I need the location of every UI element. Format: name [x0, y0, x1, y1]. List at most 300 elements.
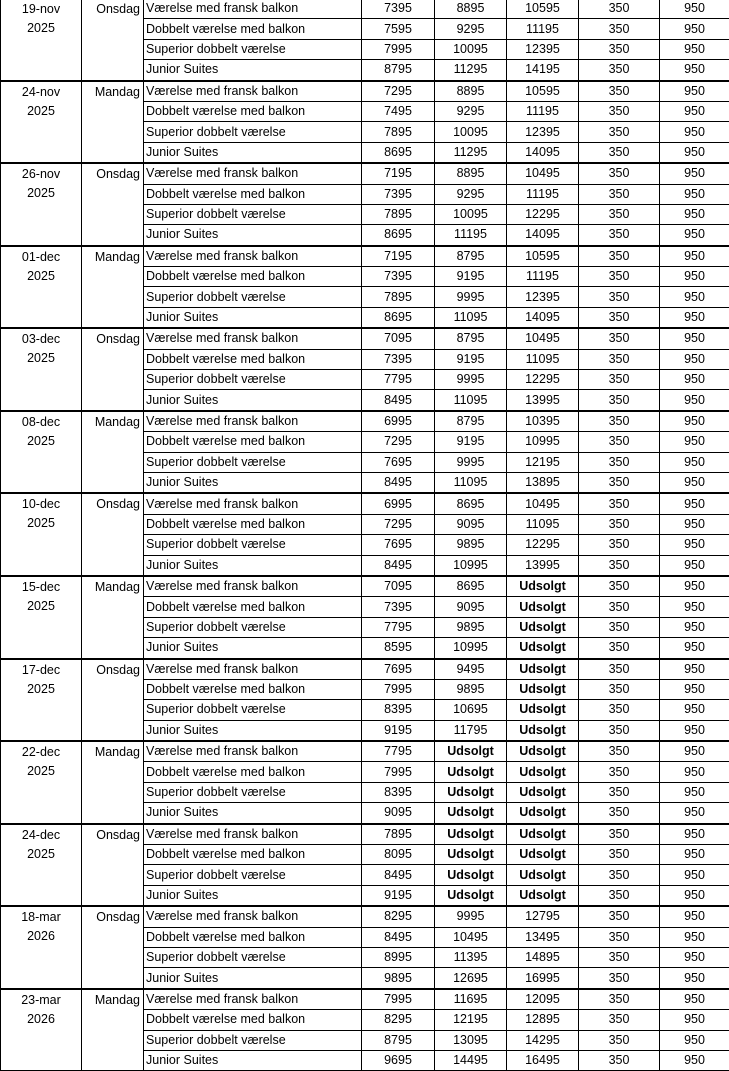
price-cell-3: Udsolgt [507, 720, 579, 741]
price-cell-3: 12395 [507, 39, 579, 59]
room-type-cell: Dobbelt værelse med balkon [144, 267, 362, 287]
price-cell-3: Udsolgt [507, 700, 579, 720]
room-type-cell: Superior dobbelt værelse [144, 865, 362, 885]
room-type-cell: Dobbelt værelse med balkon [144, 19, 362, 39]
room-type-cell: Værelse med fransk balkon [144, 659, 362, 680]
price-cell-1: 7195 [362, 163, 435, 184]
price-cell-3: Udsolgt [507, 865, 579, 885]
weekday-cell: Mandag [82, 576, 144, 659]
year-label: 2025 [1, 597, 81, 616]
supplement-cell-1: 350 [579, 307, 660, 328]
date-label: 18-mar [1, 908, 81, 927]
room-type-cell: Superior dobbelt værelse [144, 204, 362, 224]
supplement-cell-1: 350 [579, 638, 660, 659]
room-type-cell: Junior Suites [144, 968, 362, 989]
weekday-cell: Mandag [82, 989, 144, 1071]
price-cell-1: 7695 [362, 659, 435, 680]
supplement-cell-1: 350 [579, 349, 660, 369]
room-type-cell: Superior dobbelt værelse [144, 1030, 362, 1050]
price-cell-2: 8795 [435, 328, 507, 349]
price-cell-1: 8495 [362, 927, 435, 947]
table-row [1, 659, 729, 680]
room-type-cell: Værelse med fransk balkon [144, 989, 362, 1010]
price-cell-1: 7395 [362, 267, 435, 287]
supplement-cell-1: 350 [579, 411, 660, 432]
supplement-cell-2: 950 [660, 432, 729, 452]
price-cell-1: 7895 [362, 122, 435, 142]
room-type-cell: Superior dobbelt værelse [144, 370, 362, 390]
price-cell-3: 10595 [507, 0, 579, 19]
price-cell-1: 6995 [362, 493, 435, 514]
price-cell-2: 8895 [435, 81, 507, 102]
price-cell-1: 7395 [362, 349, 435, 369]
price-cell-3: 12795 [507, 906, 579, 927]
room-type-cell: Dobbelt værelse med balkon [144, 101, 362, 121]
price-cell-1: 7295 [362, 81, 435, 102]
price-cell-3: Udsolgt [507, 741, 579, 762]
room-type-cell: Superior dobbelt værelse [144, 287, 362, 307]
price-cell-1: 9095 [362, 803, 435, 824]
supplement-cell-1: 350 [579, 906, 660, 927]
price-cell-3: 10595 [507, 81, 579, 102]
date-cell [1, 659, 82, 742]
room-type-cell: Værelse med fransk balkon [144, 163, 362, 184]
supplement-cell-1: 350 [579, 81, 660, 102]
price-cell-2: 10095 [435, 204, 507, 224]
price-cell-1: 7395 [362, 597, 435, 617]
price-cell-2: Udsolgt [435, 803, 507, 824]
supplement-cell-1: 350 [579, 246, 660, 267]
price-cell-1: 8495 [362, 390, 435, 411]
year-label: 2025 [1, 514, 81, 533]
room-type-cell: Værelse med fransk balkon [144, 576, 362, 597]
date-cell [1, 163, 82, 246]
weekday-cell: Onsdag [82, 824, 144, 907]
supplement-cell-2: 950 [660, 679, 729, 699]
supplement-cell-2: 950 [660, 39, 729, 59]
supplement-cell-2: 950 [660, 493, 729, 514]
price-cell-1: 7795 [362, 370, 435, 390]
room-type-cell: Superior dobbelt værelse [144, 535, 362, 555]
price-cell-3: 14895 [507, 947, 579, 967]
price-cell-2: 10995 [435, 638, 507, 659]
price-cell-2: 9995 [435, 370, 507, 390]
supplement-cell-2: 950 [660, 267, 729, 287]
date-label: 17-dec [1, 661, 81, 680]
supplement-cell-1: 350 [579, 865, 660, 885]
supplement-cell-2: 950 [660, 452, 729, 472]
year-label: 2025 [1, 267, 81, 286]
date-cell [1, 493, 82, 576]
room-type-cell: Junior Suites [144, 1050, 362, 1070]
date-label: 10-dec [1, 495, 81, 514]
supplement-cell-1: 350 [579, 1050, 660, 1070]
price-cell-3: 13495 [507, 927, 579, 947]
price-cell-3: Udsolgt [507, 597, 579, 617]
table-row [1, 824, 729, 845]
supplement-cell-2: 950 [660, 720, 729, 741]
price-cell-2: Udsolgt [435, 824, 507, 845]
price-cell-2: 11095 [435, 307, 507, 328]
price-cell-2: 11395 [435, 947, 507, 967]
table-row [1, 246, 729, 267]
date-cell [1, 576, 82, 659]
year-label: 2025 [1, 680, 81, 699]
supplement-cell-1: 350 [579, 184, 660, 204]
supplement-cell-1: 350 [579, 741, 660, 762]
price-cell-1: 7895 [362, 824, 435, 845]
room-type-cell: Superior dobbelt værelse [144, 947, 362, 967]
price-cell-1: 7195 [362, 246, 435, 267]
price-cell-1: 7895 [362, 204, 435, 224]
supplement-cell-1: 350 [579, 267, 660, 287]
date-label: 08-dec [1, 413, 81, 432]
supplement-cell-2: 950 [660, 390, 729, 411]
price-cell-1: 9895 [362, 968, 435, 989]
supplement-cell-1: 350 [579, 720, 660, 741]
supplement-cell-2: 950 [660, 411, 729, 432]
supplement-cell-1: 350 [579, 989, 660, 1010]
price-cell-3: Udsolgt [507, 762, 579, 782]
room-type-cell: Junior Suites [144, 60, 362, 81]
weekday-cell: Mandag [82, 246, 144, 329]
year-label: 2025 [1, 102, 81, 121]
year-label: 2025 [1, 845, 81, 864]
supplement-cell-1: 350 [579, 19, 660, 39]
room-type-cell: Værelse med fransk balkon [144, 0, 362, 19]
table-row [1, 411, 729, 432]
price-cell-2: 11195 [435, 225, 507, 246]
price-cell-2: 9895 [435, 535, 507, 555]
supplement-cell-2: 950 [660, 163, 729, 184]
price-cell-2: 9195 [435, 432, 507, 452]
table-row [1, 0, 729, 19]
supplement-cell-2: 950 [660, 101, 729, 121]
price-cell-2: 10095 [435, 122, 507, 142]
supplement-cell-2: 950 [660, 514, 729, 534]
supplement-cell-1: 350 [579, 659, 660, 680]
price-cell-2: 12695 [435, 968, 507, 989]
year-label: 2025 [1, 349, 81, 368]
price-cell-3: 14095 [507, 142, 579, 163]
supplement-cell-2: 950 [660, 638, 729, 659]
table-row [1, 741, 729, 762]
supplement-cell-2: 950 [660, 700, 729, 720]
price-cell-2: 11095 [435, 472, 507, 493]
price-cell-2: 8895 [435, 163, 507, 184]
price-cell-2: 11095 [435, 390, 507, 411]
supplement-cell-1: 350 [579, 328, 660, 349]
supplement-cell-2: 950 [660, 60, 729, 81]
supplement-cell-2: 950 [660, 184, 729, 204]
table-row [1, 493, 729, 514]
room-type-cell: Værelse med fransk balkon [144, 824, 362, 845]
supplement-cell-1: 350 [579, 1030, 660, 1050]
year-label: 2025 [1, 432, 81, 451]
price-cell-2: 11695 [435, 989, 507, 1010]
supplement-cell-1: 350 [579, 0, 660, 19]
supplement-cell-1: 350 [579, 452, 660, 472]
price-cell-2: 12195 [435, 1010, 507, 1030]
price-cell-1: 8595 [362, 638, 435, 659]
room-type-cell: Superior dobbelt værelse [144, 700, 362, 720]
price-cell-2: 9895 [435, 617, 507, 637]
supplement-cell-2: 950 [660, 19, 729, 39]
price-cell-1: 8695 [362, 142, 435, 163]
price-cell-3: 10495 [507, 493, 579, 514]
supplement-cell-2: 950 [660, 782, 729, 802]
supplement-cell-2: 950 [660, 246, 729, 267]
room-type-cell: Værelse med fransk balkon [144, 246, 362, 267]
supplement-cell-2: 950 [660, 472, 729, 493]
supplement-cell-2: 950 [660, 81, 729, 102]
weekday-cell: Mandag [82, 81, 144, 164]
weekday-cell: Onsdag [82, 493, 144, 576]
room-type-cell: Junior Suites [144, 555, 362, 576]
price-cell-3: 12295 [507, 204, 579, 224]
price-cell-2: 11295 [435, 142, 507, 163]
price-cell-2: 9295 [435, 101, 507, 121]
supplement-cell-2: 950 [660, 659, 729, 680]
price-cell-3: 14195 [507, 60, 579, 81]
price-cell-2: 9195 [435, 349, 507, 369]
supplement-cell-1: 350 [579, 968, 660, 989]
price-cell-3: 14295 [507, 1030, 579, 1050]
price-cell-2: 8795 [435, 246, 507, 267]
year-label: 2025 [1, 184, 81, 203]
price-cell-2: 9995 [435, 906, 507, 927]
supplement-cell-1: 350 [579, 617, 660, 637]
supplement-cell-1: 350 [579, 432, 660, 452]
date-label: 24-dec [1, 826, 81, 845]
room-type-cell: Dobbelt værelse med balkon [144, 762, 362, 782]
supplement-cell-2: 950 [660, 307, 729, 328]
room-type-cell: Superior dobbelt værelse [144, 122, 362, 142]
supplement-cell-1: 350 [579, 472, 660, 493]
supplement-cell-2: 950 [660, 989, 729, 1010]
price-cell-2: 9295 [435, 19, 507, 39]
date-cell [1, 81, 82, 164]
price-cell-1: 7495 [362, 101, 435, 121]
price-cell-2: 9195 [435, 267, 507, 287]
price-cell-2: 8895 [435, 0, 507, 19]
price-cell-2: 10995 [435, 555, 507, 576]
supplement-cell-1: 350 [579, 204, 660, 224]
room-type-cell: Dobbelt værelse med balkon [144, 845, 362, 865]
price-cell-3: 13995 [507, 555, 579, 576]
supplement-cell-1: 350 [579, 927, 660, 947]
room-type-cell: Værelse med fransk balkon [144, 411, 362, 432]
supplement-cell-1: 350 [579, 493, 660, 514]
room-type-cell: Junior Suites [144, 142, 362, 163]
price-cell-1: 7295 [362, 432, 435, 452]
date-cell [1, 0, 82, 81]
price-cell-3: Udsolgt [507, 782, 579, 802]
price-cell-1: 8295 [362, 906, 435, 927]
supplement-cell-1: 350 [579, 514, 660, 534]
price-cell-1: 8395 [362, 782, 435, 802]
supplement-cell-1: 350 [579, 555, 660, 576]
supplement-cell-2: 950 [660, 927, 729, 947]
room-type-cell: Junior Suites [144, 720, 362, 741]
weekday-cell: Onsdag [82, 163, 144, 246]
price-cell-3: 16995 [507, 968, 579, 989]
table-row [1, 81, 729, 102]
price-cell-1: 8795 [362, 60, 435, 81]
price-cell-1: 8495 [362, 472, 435, 493]
room-type-cell: Superior dobbelt værelse [144, 782, 362, 802]
price-cell-3: Udsolgt [507, 845, 579, 865]
supplement-cell-2: 950 [660, 824, 729, 845]
price-cell-2: Udsolgt [435, 762, 507, 782]
price-cell-1: 7095 [362, 576, 435, 597]
room-type-cell: Dobbelt værelse med balkon [144, 514, 362, 534]
price-cell-1: 7095 [362, 328, 435, 349]
supplement-cell-2: 950 [660, 845, 729, 865]
price-cell-1: 7895 [362, 287, 435, 307]
date-label: 22-dec [1, 743, 81, 762]
price-cell-3: Udsolgt [507, 617, 579, 637]
price-cell-2: Udsolgt [435, 885, 507, 906]
table-row [1, 328, 729, 349]
price-cell-3: Udsolgt [507, 679, 579, 699]
price-cell-2: 13095 [435, 1030, 507, 1050]
price-cell-1: 7795 [362, 741, 435, 762]
room-type-cell: Superior dobbelt værelse [144, 39, 362, 59]
table-row [1, 989, 729, 1010]
price-cell-2: 10495 [435, 927, 507, 947]
room-type-cell: Junior Suites [144, 225, 362, 246]
room-type-cell: Dobbelt værelse med balkon [144, 1010, 362, 1030]
weekday-cell: Mandag [82, 411, 144, 494]
supplement-cell-1: 350 [579, 679, 660, 699]
year-label: 2026 [1, 927, 81, 946]
supplement-cell-2: 950 [660, 287, 729, 307]
supplement-cell-2: 950 [660, 555, 729, 576]
date-label: 19-nov [1, 0, 81, 19]
date-label: 03-dec [1, 330, 81, 349]
date-label: 01-dec [1, 248, 81, 267]
price-cell-3: 11195 [507, 184, 579, 204]
price-cell-1: 7295 [362, 514, 435, 534]
date-label: 24-nov [1, 83, 81, 102]
price-cell-1: 8095 [362, 845, 435, 865]
supplement-cell-1: 350 [579, 700, 660, 720]
date-cell [1, 824, 82, 907]
year-label: 2026 [1, 1010, 81, 1029]
date-cell [1, 741, 82, 824]
price-cell-2: 11795 [435, 720, 507, 741]
price-cell-1: 7995 [362, 39, 435, 59]
price-cell-3: 11195 [507, 101, 579, 121]
supplement-cell-2: 950 [660, 1050, 729, 1070]
supplement-cell-2: 950 [660, 1010, 729, 1030]
supplement-cell-2: 950 [660, 597, 729, 617]
table-row [1, 576, 729, 597]
room-type-cell: Dobbelt værelse med balkon [144, 679, 362, 699]
price-cell-3: Udsolgt [507, 824, 579, 845]
price-cell-1: 7395 [362, 184, 435, 204]
supplement-cell-1: 350 [579, 535, 660, 555]
supplement-cell-1: 350 [579, 1010, 660, 1030]
date-cell [1, 989, 82, 1071]
supplement-cell-1: 350 [579, 597, 660, 617]
supplement-cell-2: 950 [660, 328, 729, 349]
price-cell-1: 8695 [362, 225, 435, 246]
room-type-cell: Dobbelt værelse med balkon [144, 432, 362, 452]
price-cell-2: 10695 [435, 700, 507, 720]
price-cell-2: 9895 [435, 679, 507, 699]
room-type-cell: Superior dobbelt værelse [144, 452, 362, 472]
price-cell-2: Udsolgt [435, 782, 507, 802]
supplement-cell-1: 350 [579, 762, 660, 782]
supplement-cell-2: 950 [660, 741, 729, 762]
price-cell-1: 7995 [362, 679, 435, 699]
price-cell-3: Udsolgt [507, 885, 579, 906]
price-cell-2: 9995 [435, 452, 507, 472]
weekday-cell: Onsdag [82, 328, 144, 411]
date-cell [1, 906, 82, 989]
price-cell-1: 7695 [362, 452, 435, 472]
weekday-cell: Onsdag [82, 906, 144, 989]
price-cell-3: 10495 [507, 163, 579, 184]
price-cell-1: 8795 [362, 1030, 435, 1050]
price-cell-3: 11095 [507, 349, 579, 369]
room-type-cell: Junior Suites [144, 307, 362, 328]
price-cell-2: 9095 [435, 597, 507, 617]
supplement-cell-1: 350 [579, 824, 660, 845]
weekday-cell: Mandag [82, 741, 144, 824]
supplement-cell-2: 950 [660, 968, 729, 989]
supplement-cell-2: 950 [660, 1030, 729, 1050]
supplement-cell-2: 950 [660, 947, 729, 967]
price-cell-2: 11295 [435, 60, 507, 81]
room-type-cell: Værelse med fransk balkon [144, 81, 362, 102]
price-cell-3: Udsolgt [507, 659, 579, 680]
supplement-cell-1: 350 [579, 60, 660, 81]
supplement-cell-2: 950 [660, 204, 729, 224]
price-cell-3: Udsolgt [507, 803, 579, 824]
price-cell-3: 12295 [507, 535, 579, 555]
price-cell-2: 8695 [435, 493, 507, 514]
date-label: 15-dec [1, 578, 81, 597]
price-cell-1: 8395 [362, 700, 435, 720]
price-cell-3: 11195 [507, 19, 579, 39]
price-cell-1: 6995 [362, 411, 435, 432]
price-cell-3: 11195 [507, 267, 579, 287]
price-cell-2: 8695 [435, 576, 507, 597]
year-label: 2025 [1, 19, 81, 38]
price-cell-1: 7395 [362, 0, 435, 19]
supplement-cell-1: 350 [579, 782, 660, 802]
supplement-cell-2: 950 [660, 906, 729, 927]
room-type-cell: Værelse med fransk balkon [144, 493, 362, 514]
price-cell-3: 12295 [507, 370, 579, 390]
price-cell-2: 8795 [435, 411, 507, 432]
price-cell-2: 9995 [435, 287, 507, 307]
price-cell-2: 9495 [435, 659, 507, 680]
price-cell-1: 8695 [362, 307, 435, 328]
supplement-cell-2: 950 [660, 803, 729, 824]
price-cell-3: 12195 [507, 452, 579, 472]
price-cell-3: 14095 [507, 307, 579, 328]
price-cell-3: Udsolgt [507, 638, 579, 659]
supplement-cell-1: 350 [579, 885, 660, 906]
supplement-cell-1: 350 [579, 576, 660, 597]
supplement-cell-2: 950 [660, 349, 729, 369]
price-cell-3: 10995 [507, 432, 579, 452]
room-type-cell: Junior Suites [144, 803, 362, 824]
